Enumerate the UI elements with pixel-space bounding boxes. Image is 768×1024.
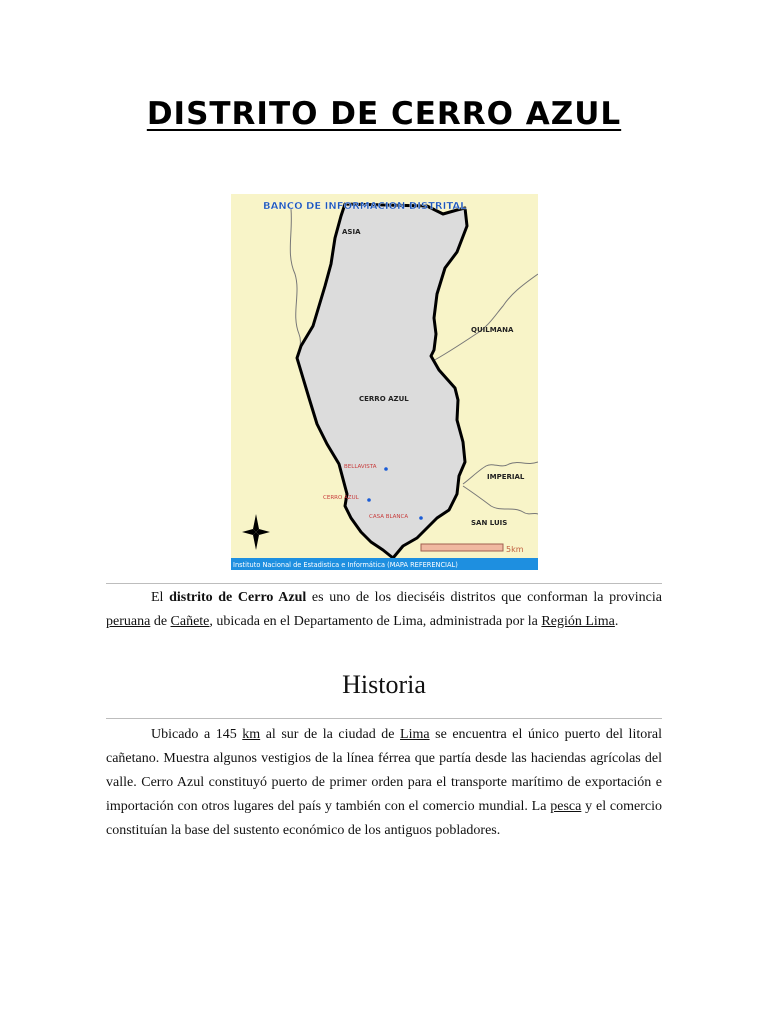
map-header: BANCO DE INFORMACION DISTRITAL xyxy=(263,201,467,212)
scale-bar xyxy=(421,544,503,551)
intro-text: es uno de los dieciséis distritos que conforman la provincia xyxy=(306,590,662,605)
intro-text: El xyxy=(151,590,170,605)
place-bellavista-dot xyxy=(384,467,388,471)
historia-text: y el comercio constituían la base del sustento económico de los antiguos pobladores. xyxy=(106,799,663,838)
link-canete[interactable]: Cañete xyxy=(170,614,210,629)
place-bellavista: BELLAVISTA xyxy=(344,464,377,470)
district-map xyxy=(231,194,538,570)
label-san-luis: SAN LUIS xyxy=(471,519,508,527)
map-footer: Instituto Nacional de Estadistica e Informática (MAPA REFERENCIAL) xyxy=(233,561,458,569)
historia-text: al sur de la ciudad de xyxy=(260,727,401,742)
link-pesca[interactable]: pesca xyxy=(550,799,582,814)
intro-paragraph xyxy=(106,586,662,634)
label-asia: ASIA xyxy=(342,228,361,236)
intro-text: . xyxy=(614,614,619,629)
place-cerro-azul: CERRO AZUL xyxy=(323,495,359,501)
link-peruana[interactable]: peruana xyxy=(106,614,151,629)
place-casa-blanca: CASA BLANCA xyxy=(369,514,409,520)
intro-text: de xyxy=(150,614,171,629)
document-title xyxy=(0,96,768,132)
section-heading-historia: Historia xyxy=(342,670,426,699)
link-region-lima[interactable]: Región Lima xyxy=(541,614,615,629)
place-cerro-azul-dot xyxy=(367,498,371,502)
divider-historia xyxy=(106,718,662,719)
historia-text: se encuentra el único puerto del litoral cañetano. Muestra algunos vestigios de la línea férrea que partía desde las haciendas agrícolas del valle. Cerro Azul constituyó puerto de primer orden para el transporte marítimo de exportación e importación con otros lugares del país y también con el comercio mundial. La xyxy=(106,727,662,814)
historia-text: Ubicado a 145 xyxy=(151,727,243,742)
label-district: CERRO AZUL xyxy=(359,395,409,403)
link-km[interactable]: km xyxy=(242,727,261,742)
title-text: DISTRITO DE CERRO AZUL xyxy=(146,96,622,132)
scale-label: 5km xyxy=(506,545,524,554)
label-imperial: IMPERIAL xyxy=(487,473,525,481)
intro-district-name: distrito de Cerro Azul xyxy=(169,590,307,605)
divider-top xyxy=(106,583,662,584)
link-lima[interactable]: Lima xyxy=(400,727,430,742)
label-quilmana: QUILMANA xyxy=(471,326,514,334)
place-casa-blanca-dot xyxy=(419,516,423,520)
historia-paragraph xyxy=(106,723,662,843)
intro-text: , ubicada en el Departamento de Lima, administrada por la xyxy=(209,614,542,629)
